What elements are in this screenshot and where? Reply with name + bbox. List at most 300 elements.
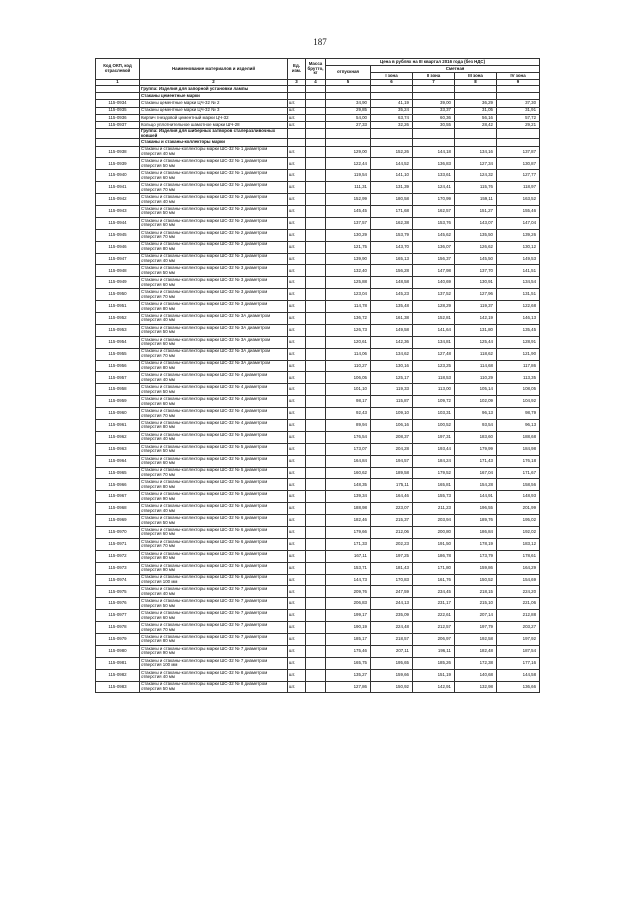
- zone-1-price-cell: 218,57: [371, 634, 413, 646]
- zone-4-price-cell: 221,06: [497, 598, 540, 610]
- zone-2-price-cell: 134,81: [413, 336, 455, 348]
- code-cell: 115-0978: [96, 622, 140, 634]
- zone-4-price-cell: 149,53: [497, 253, 540, 265]
- unit-cell: шт.: [288, 503, 306, 515]
- header-name: Наименование материалов и изделий: [140, 59, 288, 80]
- group-row: [96, 139, 540, 146]
- mass-cell: [306, 610, 326, 622]
- zone-3-price-cell: 167,04: [455, 467, 497, 479]
- zone-4-price-cell: 176,18: [497, 455, 540, 467]
- code-cell: 115-0936: [96, 114, 140, 121]
- code-cell: 115-0955: [96, 348, 140, 360]
- mass-cell: [306, 681, 326, 693]
- name-cell: Стаканы и стаканы-коллекторы марки ШС-32 № 3 диаметром отверстия 50 мм: [140, 265, 288, 277]
- code-cell: 115-0972: [96, 550, 140, 562]
- group-row: [96, 86, 540, 93]
- code-cell: 115-0982: [96, 669, 140, 681]
- unit-cell: шт.: [288, 100, 306, 107]
- header-mass: Масса брутто, кг: [306, 59, 326, 80]
- zone-2-price-cell: 60,36: [413, 114, 455, 121]
- empty-cell: [497, 139, 540, 146]
- column-index-cell: 8: [455, 80, 497, 86]
- code-cell: 115-0941: [96, 182, 140, 194]
- zone-3-price-cell: 137,70: [455, 265, 497, 277]
- page-number: 187: [313, 37, 327, 47]
- code-cell: 115-0945: [96, 229, 140, 241]
- table-row: [96, 443, 540, 455]
- code-cell: 115-0983: [96, 681, 140, 693]
- name-cell: Стаканы и стаканы-коллекторы марки ШС-32 № 7 диаметром отверстия 90 мм: [140, 645, 288, 657]
- header-zone-3: III зона: [455, 73, 497, 80]
- zone-2-price-cell: 39,00: [413, 100, 455, 107]
- unit-cell: шт.: [288, 431, 306, 443]
- name-cell: Стаканы и стаканы-коллекторы марки ШС-32 № 3А диаметром отверстия 40 мм: [140, 312, 288, 324]
- zone-4-price-cell: 127,77: [497, 170, 540, 182]
- zone-2-price-cell: 200,80: [413, 527, 455, 539]
- code-cell: 115-0942: [96, 194, 140, 206]
- zone-3-price-cell: 56,16: [455, 114, 497, 121]
- unit-cell: шт.: [288, 229, 306, 241]
- zone-1-price-cell: 194,57: [371, 455, 413, 467]
- table-row: [96, 324, 540, 336]
- zone-3-price-cell: 183,60: [455, 431, 497, 443]
- zone-1-price-cell: 207,11: [371, 645, 413, 657]
- unit-cell: шт.: [288, 372, 306, 384]
- zone-1-price-cell: 141,10: [371, 170, 413, 182]
- header-estimate: Сметная: [371, 66, 540, 73]
- zone-1-price-cell: 224,48: [371, 622, 413, 634]
- zone-3-price-cell: 143,07: [455, 217, 497, 229]
- zone-4-price-cell: 184,98: [497, 443, 540, 455]
- name-cell: Стаканы и стаканы-коллекторы марки ШС-32 № 3 диаметром отверстия 70 мм: [140, 289, 288, 301]
- zone-1-price-cell: 175,11: [371, 479, 413, 491]
- code-cell: 115-0934: [96, 100, 140, 107]
- name-cell: Стаканы и стаканы-коллекторы марки ШС-32 № 6 диаметром отверстия 100 мм: [140, 574, 288, 586]
- table-row: [96, 657, 540, 669]
- zone-4-price-cell: 134,54: [497, 277, 540, 289]
- name-cell: Стаканы и стаканы-коллекторы марки ШС-32 № 8 диаметром отверстия 50 мм: [140, 681, 288, 693]
- zone-3-price-cell: 172,38: [455, 657, 497, 669]
- zone-2-price-cell: 156,37: [413, 253, 455, 265]
- mass-cell: [306, 550, 326, 562]
- name-cell: Стаканы и стаканы-коллекторы марки ШС-32 № 7 диаметром отверстия 80 мм: [140, 634, 288, 646]
- column-index-cell: 5: [326, 80, 371, 86]
- mass-cell: [306, 622, 326, 634]
- release-price-cell: 111,31: [326, 182, 371, 194]
- release-price-cell: 144,73: [326, 574, 371, 586]
- zone-1-price-cell: 204,28: [371, 443, 413, 455]
- table-row: [96, 515, 540, 527]
- column-index-cell: 1: [96, 80, 140, 86]
- mass-cell: [306, 467, 326, 479]
- table-row: [96, 681, 540, 693]
- empty-cell: [288, 129, 306, 139]
- table-row: [96, 503, 540, 515]
- name-cell: Стаканы и стаканы-коллекторы марки ШС-32 № 1 диаметром отверстия 70 мм: [140, 182, 288, 194]
- empty-cell: [497, 129, 540, 139]
- mass-cell: [306, 645, 326, 657]
- zone-2-price-cell: 179,52: [413, 467, 455, 479]
- table-row: [96, 598, 540, 610]
- zone-1-price-cell: 159,66: [371, 669, 413, 681]
- empty-cell: [371, 139, 413, 146]
- zone-2-price-cell: 113,00: [413, 384, 455, 396]
- zone-1-price-cell: 149,58: [371, 324, 413, 336]
- name-cell: Стаканы и стаканы-коллекторы марки ШС-32 № 2 диаметром отверстия 80 мм: [140, 241, 288, 253]
- mass-cell: [306, 455, 326, 467]
- unit-cell: шт.: [288, 455, 306, 467]
- name-cell: Стаканы и стаканы-коллекторы марки ШС-32 № 5 диаметром отверстия 50 мм: [140, 443, 288, 455]
- zone-3-price-cell: 215,10: [455, 598, 497, 610]
- release-price-cell: 122,44: [326, 158, 371, 170]
- zone-3-price-cell: 140,68: [455, 669, 497, 681]
- code-cell: 115-0950: [96, 289, 140, 301]
- empty-cell: [306, 86, 326, 93]
- unit-cell: шт.: [288, 277, 306, 289]
- mass-cell: [306, 277, 326, 289]
- zone-1-price-cell: 142,36: [371, 336, 413, 348]
- empty-cell: [455, 86, 497, 93]
- zone-1-price-cell: 145,23: [371, 289, 413, 301]
- mass-cell: [306, 634, 326, 646]
- unit-cell: шт.: [288, 170, 306, 182]
- zone-4-price-cell: 147,04: [497, 217, 540, 229]
- name-cell: Стаканы и стаканы-коллекторы марки ШС-32 № 7 диаметром отверстия 70 мм: [140, 622, 288, 634]
- zone-4-price-cell: 203,27: [497, 622, 540, 634]
- unit-cell: шт.: [288, 645, 306, 657]
- release-price-cell: 160,62: [326, 467, 371, 479]
- code-cell: 115-0951: [96, 301, 140, 313]
- empty-cell: [288, 139, 306, 146]
- header-release: отпускная: [326, 66, 371, 80]
- zone-3-price-cell: 124,32: [455, 170, 497, 182]
- group-row: [96, 93, 540, 100]
- zone-3-price-cell: 159,11: [455, 194, 497, 206]
- unit-cell: шт.: [288, 467, 306, 479]
- zone-3-price-cell: 134,16: [455, 146, 497, 158]
- unit-cell: шт.: [288, 253, 306, 265]
- release-price-cell: 123,04: [326, 289, 371, 301]
- mass-cell: [306, 107, 326, 114]
- unit-cell: шт.: [288, 336, 306, 348]
- zone-2-price-cell: 165,81: [413, 479, 455, 491]
- zone-4-price-cell: 122,68: [497, 301, 540, 313]
- table-row: [96, 408, 540, 420]
- group-title: Группа: Изделия для запорной установки лампы: [140, 86, 288, 93]
- empty-cell: [306, 139, 326, 146]
- name-cell: Стаканы и стаканы-коллекторы марки ШС-32 № 6 диаметром отверстия 50 мм: [140, 515, 288, 527]
- release-price-cell: 130,29: [326, 229, 371, 241]
- zone-4-price-cell: 96,13: [497, 419, 540, 431]
- release-price-cell: 171,33: [326, 538, 371, 550]
- mass-cell: [306, 158, 326, 170]
- release-price-cell: 188,98: [326, 503, 371, 515]
- release-price-cell: 101,10: [326, 384, 371, 396]
- zone-3-price-cell: 36,29: [455, 100, 497, 107]
- column-index-cell: 2: [140, 80, 288, 86]
- release-price-cell: 129,00: [326, 146, 371, 158]
- zone-1-price-cell: 215,37: [371, 515, 413, 527]
- name-cell: Стаканы и стаканы-коллекторы марки ШС-32 № 1 диаметром отверстия 40 мм: [140, 146, 288, 158]
- table-row: [96, 217, 540, 229]
- zone-3-price-cell: 186,84: [455, 527, 497, 539]
- table-row: [96, 645, 540, 657]
- empty-cell: [306, 129, 326, 139]
- name-cell: Стаканы цементные марки ЦЧ-32 № 3: [140, 107, 288, 114]
- release-price-cell: 175,46: [326, 645, 371, 657]
- zone-2-price-cell: 123,25: [413, 360, 455, 372]
- table-row: [96, 205, 540, 217]
- empty-cell: [455, 93, 497, 100]
- table-row: [96, 100, 540, 107]
- name-cell: Кольцо уплотнительное шамотное марки ШЧ-28: [140, 121, 288, 128]
- zone-3-price-cell: 150,52: [455, 574, 497, 586]
- zone-2-price-cell: 206,97: [413, 634, 455, 646]
- unit-cell: шт.: [288, 360, 306, 372]
- mass-cell: [306, 229, 326, 241]
- name-cell: Стаканы и стаканы-коллекторы марки ШС-32 № 4 диаметром отверстия 60 мм: [140, 396, 288, 408]
- code-cell: 115-0956: [96, 360, 140, 372]
- zone-3-price-cell: 127,34: [455, 158, 497, 170]
- zone-2-price-cell: 152,81: [413, 312, 455, 324]
- release-price-cell: 206,83: [326, 598, 371, 610]
- zone-3-price-cell: 159,86: [455, 562, 497, 574]
- table-row: [96, 562, 540, 574]
- zone-4-price-cell: 135,45: [497, 324, 540, 336]
- zone-2-price-cell: 231,17: [413, 598, 455, 610]
- table-row: [96, 158, 540, 170]
- zone-4-price-cell: 37,30: [497, 100, 540, 107]
- zone-2-price-cell: 171,80: [413, 562, 455, 574]
- zone-2-price-cell: 196,11: [413, 645, 455, 657]
- zone-3-price-cell: 182,48: [455, 645, 497, 657]
- zone-3-price-cell: 132,98: [455, 681, 497, 693]
- table-row: [96, 372, 540, 384]
- zone-4-price-cell: 155,46: [497, 205, 540, 217]
- group-title: Стаканы и стаканы-коллекторы марки: [140, 139, 288, 146]
- unit-cell: шт.: [288, 610, 306, 622]
- zone-1-price-cell: 63,74: [371, 114, 413, 121]
- mass-cell: [306, 182, 326, 194]
- mass-cell: [306, 121, 326, 128]
- table-header: [96, 59, 540, 86]
- unit-cell: шт.: [288, 107, 306, 114]
- code-cell: 115-0966: [96, 479, 140, 491]
- name-cell: Кирпич гнездовой цементный марки ЦЧ-32: [140, 114, 288, 121]
- code-cell: 115-0940: [96, 170, 140, 182]
- code-cell: 115-0964: [96, 455, 140, 467]
- name-cell: Стаканы и стаканы-коллекторы марки ШС-32 № 7 диаметром отверстия 40 мм: [140, 586, 288, 598]
- release-price-cell: 152,99: [326, 194, 371, 206]
- unit-cell: шт.: [288, 312, 306, 324]
- release-price-cell: 153,71: [326, 562, 371, 574]
- unit-cell: шт.: [288, 562, 306, 574]
- column-index-cell: 7: [413, 80, 455, 86]
- group-code-cell: [96, 86, 140, 93]
- zone-4-price-cell: 130,12: [497, 241, 540, 253]
- table-row: [96, 455, 540, 467]
- table-row: [96, 312, 540, 324]
- mass-cell: [306, 360, 326, 372]
- name-cell: Стаканы и стаканы-коллекторы марки ШС-32 № 3 диаметром отверстия 80 мм: [140, 301, 288, 313]
- name-cell: Стаканы и стаканы-коллекторы марки ШС-32 № 4 диаметром отверстия 50 мм: [140, 384, 288, 396]
- zone-1-price-cell: 189,58: [371, 467, 413, 479]
- table-row: [96, 622, 540, 634]
- zone-2-price-cell: 33,37: [413, 107, 455, 114]
- release-price-cell: 173,07: [326, 443, 371, 455]
- zone-4-price-cell: 117,86: [497, 360, 540, 372]
- table-row: [96, 669, 540, 681]
- zone-4-price-cell: 158,56: [497, 479, 540, 491]
- empty-cell: [371, 93, 413, 100]
- zone-2-price-cell: 212,57: [413, 622, 455, 634]
- table-row: [96, 550, 540, 562]
- code-cell: 115-0944: [96, 217, 140, 229]
- unit-cell: шт.: [288, 515, 306, 527]
- table-row: [96, 336, 540, 348]
- name-cell: Стаканы и стаканы-коллекторы марки ШС-32 № 3 диаметром отверстия 40 мм: [140, 253, 288, 265]
- release-price-cell: 137,57: [326, 217, 371, 229]
- zone-3-price-cell: 127,96: [455, 289, 497, 301]
- unit-cell: шт.: [288, 443, 306, 455]
- release-price-cell: 167,11: [326, 550, 371, 562]
- unit-cell: шт.: [288, 301, 306, 313]
- table-row: [96, 107, 540, 114]
- empty-cell: [326, 86, 371, 93]
- zone-1-price-cell: 170,83: [371, 574, 413, 586]
- price-table: [95, 58, 540, 693]
- unit-cell: шт.: [288, 681, 306, 693]
- name-cell: Стаканы и стаканы-коллекторы марки ШС-32 № 3А диаметром отверстия 60 мм: [140, 336, 288, 348]
- table-row: [96, 431, 540, 443]
- mass-cell: [306, 170, 326, 182]
- zone-1-price-cell: 156,28: [371, 265, 413, 277]
- table-row: [96, 301, 540, 313]
- unit-cell: шт.: [288, 384, 306, 396]
- name-cell: Стаканы и стаканы-коллекторы марки ШС-32 № 2 диаметром отверстия 60 мм: [140, 217, 288, 229]
- zone-1-price-cell: 235,09: [371, 610, 413, 622]
- zone-4-price-cell: 183,12: [497, 538, 540, 550]
- zone-2-price-cell: 136,83: [413, 158, 455, 170]
- unit-cell: шт.: [288, 550, 306, 562]
- unit-cell: шт.: [288, 205, 306, 217]
- code-cell: 115-0976: [96, 598, 140, 610]
- code-cell: 115-0935: [96, 107, 140, 114]
- empty-cell: [497, 86, 540, 93]
- zone-4-price-cell: 144,58: [497, 669, 540, 681]
- release-price-cell: 27,33: [326, 121, 371, 128]
- name-cell: Стаканы и стаканы-коллекторы марки ШС-32 № 6 диаметром отверстия 40 мм: [140, 503, 288, 515]
- zone-3-price-cell: 131,80: [455, 324, 497, 336]
- column-index-cell: 3: [288, 80, 306, 86]
- table-row: [96, 610, 540, 622]
- name-cell: Стаканы и стаканы-коллекторы марки ШС-32 № 3А диаметром отверстия 80 мм: [140, 360, 288, 372]
- unit-cell: шт.: [288, 669, 306, 681]
- empty-cell: [306, 93, 326, 100]
- mass-cell: [306, 289, 326, 301]
- release-price-cell: 125,88: [326, 277, 371, 289]
- mass-cell: [306, 479, 326, 491]
- release-price-cell: 89,94: [326, 419, 371, 431]
- unit-cell: шт.: [288, 114, 306, 121]
- mass-cell: [306, 348, 326, 360]
- zone-2-price-cell: 151,19: [413, 669, 455, 681]
- unit-cell: шт.: [288, 146, 306, 158]
- column-index-cell: 6: [371, 80, 413, 86]
- table-row: [96, 491, 540, 503]
- table-row: [96, 419, 540, 431]
- header-zone-1: I зона: [371, 73, 413, 80]
- zone-1-price-cell: 130,16: [371, 360, 413, 372]
- zone-2-price-cell: 193,44: [413, 443, 455, 455]
- name-cell: Стаканы и стаканы-коллекторы марки ШС-32 № 1 диаметром отверстия 60 мм: [140, 170, 288, 182]
- code-cell: 115-0960: [96, 408, 140, 420]
- zone-4-price-cell: 192,02: [497, 527, 540, 539]
- zone-3-price-cell: 135,50: [455, 229, 497, 241]
- zone-3-price-cell: 110,29: [455, 372, 497, 384]
- zone-4-price-cell: 171,67: [497, 467, 540, 479]
- mass-cell: [306, 396, 326, 408]
- zone-2-price-cell: 109,72: [413, 396, 455, 408]
- zone-1-price-cell: 134,62: [371, 348, 413, 360]
- zone-3-price-cell: 151,27: [455, 205, 497, 217]
- group-title: Стаканы цементные марки: [140, 93, 288, 100]
- zone-4-price-cell: 178,61: [497, 550, 540, 562]
- name-cell: Стаканы и стаканы-коллекторы марки ШС-32 № 1 диаметром отверстия 50 мм: [140, 158, 288, 170]
- table-row: [96, 396, 540, 408]
- release-price-cell: 54,00: [326, 114, 371, 121]
- zone-2-price-cell: 147,98: [413, 265, 455, 277]
- zone-4-price-cell: 57,72: [497, 114, 540, 121]
- table-row: [96, 182, 540, 194]
- release-price-cell: 179,66: [326, 527, 371, 539]
- column-index-cell: 9: [497, 80, 540, 86]
- code-cell: 115-0949: [96, 277, 140, 289]
- zone-2-price-cell: 155,73: [413, 491, 455, 503]
- zone-4-price-cell: 163,52: [497, 194, 540, 206]
- mass-cell: [306, 443, 326, 455]
- unit-cell: шт.: [288, 265, 306, 277]
- zone-4-price-cell: 113,35: [497, 372, 540, 384]
- release-price-cell: 29,85: [326, 107, 371, 114]
- code-cell: 115-0968: [96, 503, 140, 515]
- name-cell: Стаканы и стаканы-коллекторы марки ШС-32 № 7 диаметром отверстия 100 мм: [140, 657, 288, 669]
- table-row: [96, 194, 540, 206]
- empty-cell: [371, 129, 413, 139]
- release-price-cell: 120,61: [326, 336, 371, 348]
- release-price-cell: 114,78: [326, 301, 371, 313]
- zone-1-price-cell: 109,10: [371, 408, 413, 420]
- zone-1-price-cell: 152,26: [371, 146, 413, 158]
- zone-2-price-cell: 234,45: [413, 586, 455, 598]
- release-price-cell: 127,86: [326, 681, 371, 693]
- zone-4-price-cell: 121,90: [497, 348, 540, 360]
- mass-cell: [306, 146, 326, 158]
- empty-cell: [413, 139, 455, 146]
- table-row: [96, 265, 540, 277]
- mass-cell: [306, 562, 326, 574]
- zone-2-price-cell: 185,26: [413, 657, 455, 669]
- empty-cell: [413, 93, 455, 100]
- mass-cell: [306, 657, 326, 669]
- code-cell: 115-0953: [96, 324, 140, 336]
- release-price-cell: 126,73: [326, 324, 371, 336]
- mass-cell: [306, 205, 326, 217]
- zone-4-price-cell: 137,87: [497, 146, 540, 158]
- mass-cell: [306, 491, 326, 503]
- group-code-cell: [96, 93, 140, 100]
- zone-3-price-cell: 28,42: [455, 121, 497, 128]
